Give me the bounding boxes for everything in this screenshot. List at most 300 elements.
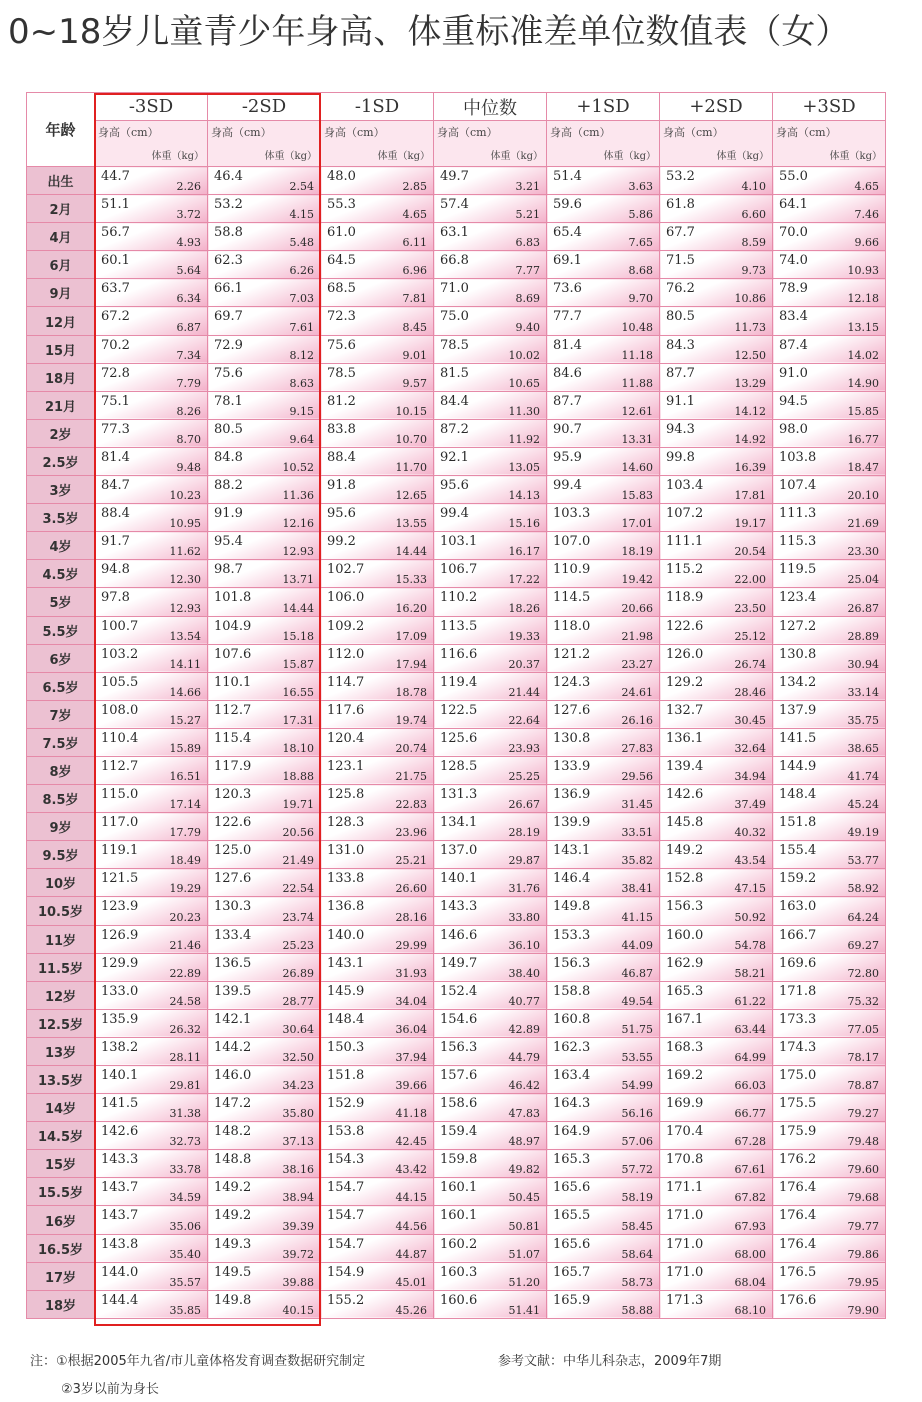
weight-value: 14.90 <box>847 376 879 390</box>
weight-value: 13.71 <box>282 573 314 587</box>
height-value: 115.3 <box>779 534 817 550</box>
table-row <box>27 251 886 279</box>
weight-value: 29.87 <box>508 854 540 868</box>
value-cell <box>660 897 773 925</box>
weight-value: 8.12 <box>289 348 314 362</box>
weight-value: 6.60 <box>741 208 766 222</box>
weight-value: 12.93 <box>169 601 201 615</box>
height-value: 127.6 <box>553 702 591 718</box>
value-cell <box>321 1150 434 1178</box>
height-value: 95.6 <box>327 506 356 522</box>
height-value: 136.9 <box>553 787 591 803</box>
weight-value: 19.33 <box>508 629 540 643</box>
weight-value: 7.46 <box>854 208 879 222</box>
growth-standard-table <box>26 92 886 1319</box>
weight-value: 43.42 <box>395 1163 427 1177</box>
height-value: 56.7 <box>101 225 130 241</box>
height-value: 171.3 <box>666 1292 704 1308</box>
height-value: 80.5 <box>214 421 243 437</box>
value-cell <box>434 672 547 700</box>
weight-value: 79.86 <box>847 1247 879 1261</box>
height-value: 131.3 <box>440 787 478 803</box>
height-value: 112.7 <box>214 702 252 718</box>
height-value: 151.8 <box>327 1068 365 1083</box>
value-cell <box>660 616 773 644</box>
value-cell <box>660 1094 773 1122</box>
weight-value: 35.06 <box>169 1219 201 1233</box>
value-cell <box>95 1122 208 1150</box>
value-cell <box>95 476 208 504</box>
height-value: 75.6 <box>327 337 356 353</box>
weight-value: 12.50 <box>734 348 766 362</box>
table-row <box>27 1009 886 1037</box>
weight-value: 15.85 <box>847 404 879 418</box>
value-cell <box>208 1037 321 1065</box>
weight-value: 39.66 <box>395 1079 427 1093</box>
height-value: 75.0 <box>440 309 469 325</box>
weight-value: 67.82 <box>734 1191 766 1205</box>
height-value: 142.6 <box>101 1124 139 1140</box>
weight-value: 4.93 <box>176 236 201 250</box>
height-value: 176.2 <box>779 1152 817 1168</box>
height-value: 151.8 <box>779 815 817 831</box>
value-cell <box>547 1150 660 1178</box>
value-cell <box>773 981 886 1009</box>
value-cell <box>321 756 434 784</box>
height-value: 83.4 <box>779 309 808 325</box>
value-cell <box>434 195 547 223</box>
weight-value: 58.64 <box>621 1247 653 1261</box>
weight-value: 14.13 <box>508 489 540 503</box>
value-cell <box>547 756 660 784</box>
value-cell <box>660 588 773 616</box>
table-row <box>27 447 886 475</box>
height-value: 66.1 <box>214 281 243 297</box>
value-cell <box>321 700 434 728</box>
height-value: 165.6 <box>553 1180 591 1196</box>
height-value: 130.8 <box>553 730 591 746</box>
value-cell <box>547 1037 660 1065</box>
height-value: 78.5 <box>327 365 356 381</box>
table-row <box>27 1150 886 1178</box>
value-cell <box>660 1234 773 1262</box>
value-cell <box>660 419 773 447</box>
value-cell <box>95 616 208 644</box>
weight-value: 23.93 <box>508 741 540 755</box>
weight-value: 18.10 <box>282 741 314 755</box>
weight-value: 79.27 <box>847 1107 879 1121</box>
sd-header-plus3: +3SD <box>773 93 886 121</box>
weight-value: 17.81 <box>734 489 766 503</box>
value-cell <box>95 195 208 223</box>
age-cell: 18岁 <box>27 1290 95 1318</box>
value-cell <box>660 841 773 869</box>
weight-value: 20.54 <box>734 545 766 559</box>
age-cell: 10.5岁 <box>27 897 95 925</box>
value-cell <box>434 644 547 672</box>
weight-value: 32.73 <box>169 1135 201 1149</box>
weight-value: 16.20 <box>395 601 427 615</box>
weight-value: 54.78 <box>734 938 766 952</box>
table-row <box>27 785 886 813</box>
height-value: 160.2 <box>440 1236 478 1252</box>
table-row <box>27 925 886 953</box>
growth-standard-table-container <box>26 92 886 1319</box>
weight-value: 22.89 <box>169 966 201 980</box>
value-cell <box>208 279 321 307</box>
weight-value: 13.29 <box>734 376 766 390</box>
height-value: 84.4 <box>440 393 469 409</box>
height-value: 122.6 <box>666 618 704 634</box>
weight-value: 12.18 <box>847 292 879 306</box>
height-value: 137.9 <box>779 702 817 718</box>
weight-value: 6.26 <box>289 264 314 278</box>
value-cell <box>547 476 660 504</box>
height-value: 149.2 <box>214 1180 252 1196</box>
weight-value: 44.79 <box>508 1051 540 1064</box>
value-cell <box>660 504 773 532</box>
height-value: 171.0 <box>666 1264 704 1280</box>
height-value: 149.5 <box>214 1264 252 1280</box>
value-cell <box>434 447 547 475</box>
height-value: 142.6 <box>666 787 704 803</box>
height-value: 65.4 <box>553 225 582 241</box>
height-value: 128.5 <box>440 758 478 774</box>
height-value: 169.9 <box>666 1096 704 1112</box>
weight-value: 8.63 <box>289 376 314 390</box>
value-cell <box>773 363 886 391</box>
weight-value: 44.09 <box>621 938 653 952</box>
value-cell <box>773 1150 886 1178</box>
value-cell <box>773 1122 886 1150</box>
weight-value: 7.77 <box>515 264 540 278</box>
weight-value: 18.88 <box>282 770 314 784</box>
weight-value: 79.90 <box>847 1303 879 1317</box>
weight-value: 7.81 <box>402 292 427 306</box>
weight-value: 15.33 <box>395 573 427 587</box>
height-value: 157.6 <box>440 1068 478 1083</box>
weight-value: 37.49 <box>734 798 766 812</box>
unit-header-cell <box>208 121 321 167</box>
weight-value: 46.42 <box>508 1079 540 1093</box>
height-value: 170.4 <box>666 1124 704 1140</box>
height-value: 94.3 <box>666 421 695 437</box>
value-cell <box>773 279 886 307</box>
sd-header-plus1: +1SD <box>547 93 660 121</box>
value-cell <box>434 560 547 588</box>
weight-value: 66.77 <box>734 1107 766 1121</box>
unit-header-cell <box>547 121 660 167</box>
height-value: 103.4 <box>666 478 704 494</box>
weight-value: 2.85 <box>402 180 427 194</box>
value-cell <box>434 981 547 1009</box>
weight-value: 33.51 <box>621 826 653 840</box>
value-cell <box>773 476 886 504</box>
height-value: 91.7 <box>101 534 130 550</box>
value-cell <box>773 1234 886 1262</box>
height-value: 149.2 <box>666 843 704 859</box>
value-cell <box>321 504 434 532</box>
height-value: 121.2 <box>553 646 591 662</box>
value-cell <box>773 1178 886 1206</box>
footnote-2: ②3岁以前为身长 <box>61 1382 159 1397</box>
value-cell <box>321 588 434 616</box>
height-value: 163.0 <box>779 899 817 915</box>
weight-value: 18.47 <box>847 461 879 475</box>
weight-value: 79.77 <box>847 1219 879 1233</box>
height-value: 133.9 <box>553 758 591 774</box>
weight-value: 67.61 <box>734 1163 766 1177</box>
height-value: 61.8 <box>666 197 695 213</box>
table-row <box>27 700 886 728</box>
weight-value: 18.78 <box>395 685 427 699</box>
height-value: 125.8 <box>327 787 365 803</box>
height-value: 162.3 <box>553 1039 591 1055</box>
value-cell <box>95 1206 208 1234</box>
weight-value: 9.15 <box>289 404 314 418</box>
weight-value: 35.57 <box>169 1275 201 1289</box>
value-cell <box>321 1290 434 1318</box>
weight-value: 9.01 <box>402 348 427 362</box>
height-value: 88.2 <box>214 478 243 494</box>
height-value: 153.8 <box>327 1124 365 1140</box>
weight-value: 10.15 <box>395 404 427 418</box>
value-cell <box>321 167 434 195</box>
value-cell <box>660 476 773 504</box>
weight-value: 28.77 <box>282 994 314 1008</box>
table-row <box>27 532 886 560</box>
value-cell <box>547 167 660 195</box>
value-cell <box>773 560 886 588</box>
height-value: 125.6 <box>440 730 478 746</box>
weight-value: 53.77 <box>847 854 879 868</box>
weight-value: 4.65 <box>402 208 427 222</box>
weight-value: 22.00 <box>734 573 766 587</box>
weight-value: 7.03 <box>289 292 314 306</box>
height-value: 176.4 <box>779 1208 817 1224</box>
value-cell <box>773 785 886 813</box>
value-cell <box>547 813 660 841</box>
value-cell <box>547 588 660 616</box>
weight-value: 25.21 <box>395 854 427 868</box>
height-unit-label: 身高（cm） <box>324 126 385 139</box>
weight-unit-label: 体重（kg） <box>264 151 317 162</box>
table-row <box>27 1206 886 1234</box>
height-value: 95.9 <box>553 449 582 465</box>
height-value: 59.6 <box>553 197 582 213</box>
weight-value: 14.11 <box>169 657 201 671</box>
height-value: 166.7 <box>779 927 817 943</box>
table-row <box>27 981 886 1009</box>
value-cell <box>773 1066 886 1094</box>
height-value: 165.6 <box>553 1236 591 1252</box>
height-unit-label: 身高（cm） <box>550 126 611 139</box>
age-cell: 9岁 <box>27 813 95 841</box>
weight-value: 8.70 <box>176 432 201 446</box>
value-cell <box>434 532 547 560</box>
height-value: 165.9 <box>553 1292 591 1308</box>
age-cell: 9.5岁 <box>27 841 95 869</box>
weight-value: 10.95 <box>169 517 201 531</box>
age-cell: 12月 <box>27 307 95 335</box>
weight-value: 16.17 <box>508 545 540 559</box>
value-cell <box>773 700 886 728</box>
height-value: 60.1 <box>101 253 130 269</box>
value-cell <box>208 251 321 279</box>
sd-header-row <box>27 93 886 121</box>
height-value: 136.5 <box>214 955 252 971</box>
weight-value: 77.05 <box>847 1022 879 1036</box>
value-cell <box>547 335 660 363</box>
weight-value: 4.15 <box>289 208 314 222</box>
weight-value: 51.75 <box>621 1022 653 1036</box>
height-value: 44.7 <box>101 169 130 184</box>
height-value: 72.8 <box>101 365 130 381</box>
height-value: 108.0 <box>101 702 139 718</box>
value-cell <box>547 251 660 279</box>
value-cell <box>773 1262 886 1290</box>
weight-value: 10.86 <box>734 292 766 306</box>
weight-value: 16.51 <box>169 770 201 784</box>
weight-value: 11.88 <box>621 376 653 390</box>
weight-value: 30.45 <box>734 713 766 727</box>
weight-value: 26.16 <box>621 713 653 727</box>
height-value: 91.8 <box>327 478 356 494</box>
height-value: 99.2 <box>327 534 356 550</box>
height-value: 103.3 <box>553 506 591 522</box>
value-cell <box>208 841 321 869</box>
value-cell <box>434 251 547 279</box>
height-value: 64.5 <box>327 253 356 269</box>
weight-value: 69.27 <box>847 938 879 952</box>
weight-value: 24.61 <box>621 685 653 699</box>
value-cell <box>95 728 208 756</box>
weight-value: 10.02 <box>508 348 540 362</box>
weight-value: 23.50 <box>734 601 766 615</box>
height-value: 119.5 <box>779 562 817 578</box>
height-value: 123.1 <box>327 758 365 774</box>
height-value: 94.5 <box>779 393 808 409</box>
value-cell <box>773 616 886 644</box>
weight-value: 61.22 <box>734 994 766 1008</box>
value-cell <box>95 1037 208 1065</box>
value-cell <box>434 813 547 841</box>
height-value: 133.0 <box>101 983 139 999</box>
weight-value: 9.66 <box>854 236 879 250</box>
height-value: 70.0 <box>779 225 808 241</box>
value-cell <box>547 953 660 981</box>
weight-value: 18.49 <box>169 854 201 868</box>
height-value: 121.5 <box>101 871 139 887</box>
height-value: 160.1 <box>440 1208 478 1224</box>
table-row <box>27 1094 886 1122</box>
weight-value: 63.44 <box>734 1022 766 1036</box>
height-value: 139.4 <box>666 758 704 774</box>
value-cell <box>321 279 434 307</box>
weight-value: 9.40 <box>515 320 540 334</box>
height-value: 103.2 <box>101 646 139 662</box>
weight-value: 18.26 <box>508 601 540 615</box>
weight-value: 13.05 <box>508 461 540 475</box>
weight-value: 28.11 <box>169 1051 201 1064</box>
value-cell <box>773 1009 886 1037</box>
weight-value: 5.21 <box>515 208 540 222</box>
height-value: 78.9 <box>779 281 808 297</box>
weight-value: 21.98 <box>621 629 653 643</box>
height-value: 123.9 <box>101 899 139 915</box>
value-cell <box>434 1262 547 1290</box>
height-unit-label: 身高（cm） <box>663 126 724 139</box>
weight-unit-label: 体重（kg） <box>716 151 769 162</box>
height-value: 110.9 <box>553 562 591 578</box>
height-value: 135.9 <box>101 1011 139 1027</box>
value-cell <box>95 644 208 672</box>
weight-value: 41.18 <box>395 1107 427 1121</box>
height-value: 171.0 <box>666 1236 704 1252</box>
value-cell <box>547 1206 660 1234</box>
weight-value: 58.21 <box>734 966 766 980</box>
weight-value: 15.27 <box>169 713 201 727</box>
weight-value: 20.10 <box>847 489 879 503</box>
weight-value: 9.73 <box>741 264 766 278</box>
weight-value: 9.57 <box>402 376 427 390</box>
height-value: 159.4 <box>440 1124 478 1140</box>
height-value: 104.9 <box>214 618 252 634</box>
weight-value: 22.54 <box>282 882 314 896</box>
weight-value: 38.41 <box>621 882 653 896</box>
weight-value: 78.17 <box>847 1051 879 1064</box>
value-cell <box>208 504 321 532</box>
height-value: 137.0 <box>440 843 478 859</box>
value-cell <box>95 1009 208 1037</box>
weight-value: 19.71 <box>282 798 314 812</box>
value-cell <box>321 251 434 279</box>
height-value: 120.4 <box>327 730 365 746</box>
age-cell: 9月 <box>27 279 95 307</box>
value-cell <box>547 447 660 475</box>
weight-value: 34.59 <box>169 1191 201 1205</box>
unit-header-cell <box>773 121 886 167</box>
age-cell: 6.5岁 <box>27 672 95 700</box>
height-value: 159.2 <box>779 871 817 887</box>
height-value: 145.9 <box>327 983 365 999</box>
table-row <box>27 1262 886 1290</box>
height-value: 164.3 <box>553 1096 591 1112</box>
value-cell <box>321 1178 434 1206</box>
height-value: 115.2 <box>666 562 704 578</box>
height-value: 111.1 <box>666 534 704 550</box>
weight-unit-label: 体重（kg） <box>829 151 882 162</box>
value-cell <box>660 223 773 251</box>
value-cell <box>773 251 886 279</box>
value-cell <box>434 841 547 869</box>
height-value: 130.3 <box>214 899 252 915</box>
value-cell <box>321 841 434 869</box>
weight-value: 7.61 <box>289 320 314 334</box>
height-value: 122.5 <box>440 702 478 718</box>
height-value: 78.5 <box>440 337 469 353</box>
value-cell <box>773 335 886 363</box>
value-cell <box>660 307 773 335</box>
weight-value: 12.65 <box>395 489 427 503</box>
value-cell <box>547 419 660 447</box>
value-cell <box>208 391 321 419</box>
value-cell <box>660 1290 773 1318</box>
weight-value: 56.16 <box>621 1107 653 1121</box>
height-value: 148.8 <box>214 1152 252 1168</box>
age-cell: 6月 <box>27 251 95 279</box>
value-cell <box>434 897 547 925</box>
